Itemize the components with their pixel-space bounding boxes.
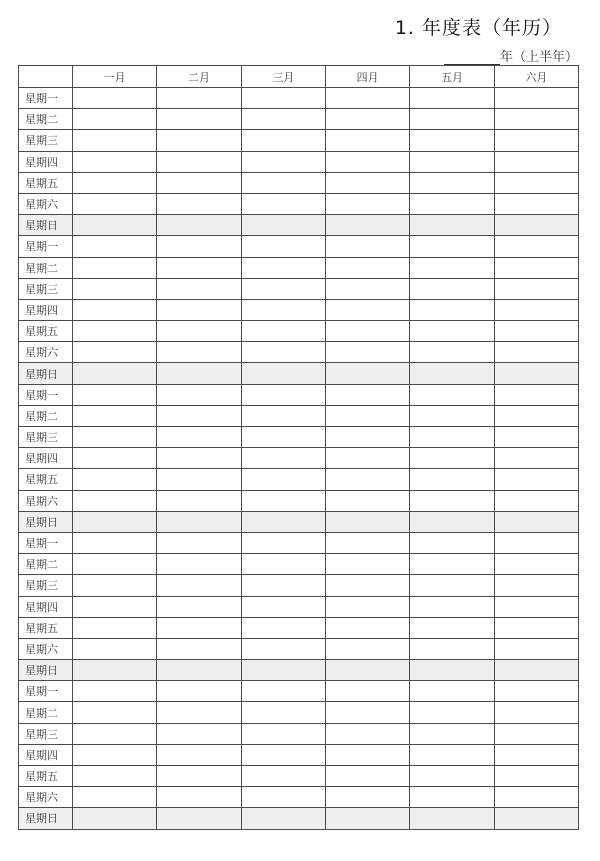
calendar-cell[interactable] [410,299,494,320]
calendar-cell[interactable] [157,278,241,299]
calendar-cell[interactable] [325,681,409,702]
calendar-cell[interactable] [325,151,409,172]
weekday-label: 星期日 [19,215,73,236]
month-header: 六月 [494,66,578,88]
calendar-cell[interactable] [73,808,157,829]
calendar-cell[interactable] [494,88,578,109]
calendar-cell[interactable] [494,681,578,702]
calendar-cell[interactable] [494,193,578,214]
weekday-label: 星期日 [19,808,73,829]
table-row [19,617,579,638]
calendar-cell[interactable] [494,130,578,151]
calendar-cell[interactable] [410,596,494,617]
table-row [19,554,579,575]
calendar-cell[interactable] [73,257,157,278]
calendar-cell[interactable] [73,278,157,299]
calendar-cell[interactable] [73,236,157,257]
table-row [19,278,579,299]
calendar-cell[interactable] [410,427,494,448]
calendar-cell[interactable] [73,321,157,342]
table-row [19,257,579,278]
calendar-cell[interactable] [157,427,241,448]
calendar-cell[interactable] [241,702,325,723]
calendar-cell[interactable] [241,511,325,532]
calendar-cell[interactable] [410,172,494,193]
table-row [19,532,579,553]
calendar-cell[interactable] [410,405,494,426]
calendar-cell[interactable] [157,257,241,278]
calendar-cell[interactable] [157,617,241,638]
calendar-cell[interactable] [241,575,325,596]
calendar-cell[interactable] [410,215,494,236]
month-header: 三月 [241,66,325,88]
month-header: 五月 [410,66,494,88]
calendar-cell[interactable] [241,744,325,765]
weekday-label: 星期五 [19,469,73,490]
calendar-cell[interactable] [241,638,325,659]
calendar-cell[interactable] [410,151,494,172]
weekday-label: 星期六 [19,490,73,511]
calendar-cell[interactable] [410,109,494,130]
calendar-cell[interactable] [157,236,241,257]
calendar-cell[interactable] [494,384,578,405]
table-row [19,469,579,490]
calendar-cell[interactable] [494,575,578,596]
calendar-cell[interactable] [157,109,241,130]
year-label: 年（上半年） [499,50,578,65]
calendar-cell[interactable] [241,766,325,787]
document-title: 1. 年度表（年历） [394,17,562,39]
table-row [19,363,579,384]
calendar-cell[interactable] [157,405,241,426]
table-row [19,215,579,236]
weekday-label: 星期五 [19,321,73,342]
calendar-cell[interactable] [325,215,409,236]
calendar-cell[interactable] [73,638,157,659]
calendar-cell[interactable] [241,427,325,448]
calendar-cell[interactable] [241,448,325,469]
calendar-cell[interactable] [241,88,325,109]
calendar-cell[interactable] [241,617,325,638]
table-row [19,321,579,342]
calendar-cell[interactable] [73,130,157,151]
calendar-cell[interactable] [325,363,409,384]
calendar-cell[interactable] [494,511,578,532]
calendar-cell[interactable] [73,427,157,448]
calendar-cell[interactable] [241,130,325,151]
calendar-cell[interactable] [325,257,409,278]
calendar-cell[interactable] [73,151,157,172]
calendar-cell[interactable] [157,787,241,808]
calendar-cell[interactable] [241,787,325,808]
header-row [19,66,579,88]
calendar-cell[interactable] [325,787,409,808]
calendar-cell[interactable] [73,744,157,765]
weekday-label: 星期三 [19,723,73,744]
weekday-label: 星期一 [19,88,73,109]
calendar-cell[interactable] [410,808,494,829]
weekday-label: 星期二 [19,702,73,723]
calendar-cell[interactable] [73,109,157,130]
calendar-cell[interactable] [241,363,325,384]
calendar-cell[interactable] [494,405,578,426]
calendar-cell[interactable] [325,532,409,553]
calendar-cell[interactable] [325,660,409,681]
calendar-cell[interactable] [325,723,409,744]
calendar-cell[interactable] [325,278,409,299]
table-row [19,766,579,787]
calendar-cell[interactable] [157,215,241,236]
calendar-cell[interactable] [494,808,578,829]
calendar-cell[interactable] [494,596,578,617]
calendar-cell[interactable] [157,596,241,617]
calendar-cell[interactable] [410,469,494,490]
weekday-label: 星期二 [19,405,73,426]
table-row [19,342,579,363]
calendar-cell[interactable] [73,787,157,808]
calendar-cell[interactable] [241,596,325,617]
weekday-label: 星期四 [19,151,73,172]
weekday-label: 星期二 [19,109,73,130]
calendar-cell[interactable] [157,638,241,659]
calendar-cell[interactable] [494,427,578,448]
calendar-cell[interactable] [494,236,578,257]
calendar-cell[interactable] [73,342,157,363]
calendar-cell[interactable] [157,681,241,702]
calendar-cell[interactable] [157,702,241,723]
calendar-cell[interactable] [494,321,578,342]
calendar-cell[interactable] [410,766,494,787]
table-row [19,638,579,659]
calendar-cell[interactable] [325,88,409,109]
calendar-cell[interactable] [410,236,494,257]
calendar-table [18,65,579,830]
calendar-cell[interactable] [410,575,494,596]
weekday-label: 星期五 [19,172,73,193]
calendar-cell[interactable] [494,744,578,765]
calendar-cell[interactable] [494,215,578,236]
year-field-line [444,46,578,65]
calendar-cell[interactable] [157,299,241,320]
calendar-cell[interactable] [410,130,494,151]
calendar-cell[interactable] [494,638,578,659]
weekday-label: 星期三 [19,427,73,448]
calendar-cell[interactable] [325,172,409,193]
calendar-cell[interactable] [241,278,325,299]
calendar-cell[interactable] [325,342,409,363]
calendar-cell[interactable] [73,617,157,638]
weekday-label: 星期四 [19,448,73,469]
calendar-cell[interactable] [241,384,325,405]
calendar-cell[interactable] [410,532,494,553]
weekday-label: 星期日 [19,660,73,681]
calendar-cell[interactable] [325,448,409,469]
calendar-cell[interactable] [494,554,578,575]
calendar-cell[interactable] [157,172,241,193]
calendar-cell[interactable] [157,554,241,575]
calendar-cell[interactable] [494,490,578,511]
calendar-cell[interactable] [241,490,325,511]
calendar-cell[interactable] [410,638,494,659]
calendar-cell[interactable] [494,766,578,787]
weekday-label: 星期六 [19,342,73,363]
calendar-cell[interactable] [241,723,325,744]
calendar-cell[interactable] [325,109,409,130]
table-row [19,109,579,130]
table-row [19,596,579,617]
calendar-cell[interactable] [410,193,494,214]
calendar-cell[interactable] [494,532,578,553]
calendar-cell[interactable] [73,448,157,469]
table-row [19,490,579,511]
weekday-label: 星期四 [19,596,73,617]
calendar-body [19,88,579,830]
weekday-label: 星期三 [19,130,73,151]
calendar-cell[interactable] [157,448,241,469]
calendar-cell[interactable] [157,469,241,490]
calendar-cell[interactable] [73,469,157,490]
month-header: 一月 [73,66,157,88]
calendar-cell[interactable] [73,702,157,723]
calendar-cell[interactable] [494,363,578,384]
calendar-cell[interactable] [325,575,409,596]
weekday-label: 星期三 [19,575,73,596]
calendar-cell[interactable] [325,490,409,511]
calendar-cell[interactable] [73,490,157,511]
weekday-label: 星期一 [19,681,73,702]
calendar-cell[interactable] [410,384,494,405]
calendar-cell[interactable] [73,215,157,236]
calendar-cell[interactable] [410,257,494,278]
calendar-cell[interactable] [494,342,578,363]
calendar-cell[interactable] [73,723,157,744]
calendar-cell[interactable] [157,130,241,151]
calendar-cell[interactable] [73,532,157,553]
calendar-cell[interactable] [410,617,494,638]
calendar-cell[interactable] [410,448,494,469]
calendar-cell[interactable] [325,744,409,765]
calendar-cell[interactable] [494,257,578,278]
calendar-cell[interactable] [410,88,494,109]
calendar-cell[interactable] [325,469,409,490]
calendar-cell[interactable] [73,193,157,214]
table-row [19,787,579,808]
calendar-cell[interactable] [241,172,325,193]
calendar-cell[interactable] [410,702,494,723]
calendar-cell[interactable] [325,236,409,257]
table-row [19,448,579,469]
calendar-cell[interactable] [410,660,494,681]
calendar-cell[interactable] [157,744,241,765]
table-row [19,384,579,405]
calendar-cell[interactable] [241,151,325,172]
table-row [19,299,579,320]
calendar-cell[interactable] [241,257,325,278]
calendar-cell[interactable] [494,723,578,744]
table-row [19,660,579,681]
calendar-cell[interactable] [494,617,578,638]
table-row [19,511,579,532]
calendar-cell[interactable] [73,511,157,532]
table-row [19,702,579,723]
calendar-cell[interactable] [410,278,494,299]
weekday-label: 星期一 [19,532,73,553]
calendar-cell[interactable] [325,702,409,723]
weekday-label: 星期日 [19,511,73,532]
calendar-cell[interactable] [73,575,157,596]
calendar-cell[interactable] [73,766,157,787]
calendar-cell[interactable] [241,660,325,681]
year-blank[interactable] [444,51,500,65]
calendar-cell[interactable] [494,109,578,130]
calendar-cell[interactable] [157,151,241,172]
table-row [19,172,579,193]
calendar-cell[interactable] [410,681,494,702]
calendar-cell[interactable] [410,321,494,342]
calendar-cell[interactable] [494,702,578,723]
calendar-cell[interactable] [494,299,578,320]
calendar-cell[interactable] [157,363,241,384]
calendar-cell[interactable] [410,787,494,808]
calendar-cell[interactable] [494,787,578,808]
weekday-label: 星期一 [19,236,73,257]
calendar-cell[interactable] [241,681,325,702]
calendar-cell[interactable] [325,596,409,617]
calendar-cell[interactable] [494,469,578,490]
calendar-cell[interactable] [325,766,409,787]
calendar-cell[interactable] [73,660,157,681]
table-row [19,151,579,172]
calendar-cell[interactable] [73,405,157,426]
calendar-cell[interactable] [157,193,241,214]
calendar-cell[interactable] [241,215,325,236]
calendar-cell[interactable] [157,575,241,596]
calendar-cell[interactable] [73,384,157,405]
calendar-cell[interactable] [241,342,325,363]
weekday-label: 星期日 [19,363,73,384]
calendar-cell[interactable] [494,448,578,469]
calendar-cell[interactable] [325,511,409,532]
table-row [19,681,579,702]
calendar-cell[interactable] [325,130,409,151]
calendar-cell[interactable] [410,490,494,511]
calendar-cell[interactable] [73,681,157,702]
calendar-cell[interactable] [241,321,325,342]
calendar-cell[interactable] [241,469,325,490]
calendar-cell[interactable] [410,744,494,765]
weekday-label: 星期四 [19,299,73,320]
calendar-cell[interactable] [325,299,409,320]
calendar-cell[interactable] [157,384,241,405]
calendar-cell[interactable] [325,554,409,575]
calendar-cell[interactable] [241,808,325,829]
calendar-cell[interactable] [494,151,578,172]
month-header: 四月 [325,66,409,88]
calendar-cell[interactable] [157,88,241,109]
calendar-cell[interactable] [157,723,241,744]
calendar-cell[interactable] [241,554,325,575]
table-row [19,744,579,765]
calendar-cell[interactable] [241,236,325,257]
calendar-cell[interactable] [157,808,241,829]
weekday-label: 星期六 [19,638,73,659]
calendar-cell[interactable] [241,405,325,426]
weekday-label: 星期二 [19,257,73,278]
calendar-cell[interactable] [73,363,157,384]
calendar-cell[interactable] [157,511,241,532]
weekday-label: 星期四 [19,744,73,765]
calendar-cell[interactable] [410,363,494,384]
weekday-label: 星期五 [19,617,73,638]
calendar-cell[interactable] [241,193,325,214]
calendar-cell[interactable] [325,193,409,214]
calendar-cell[interactable] [157,660,241,681]
calendar-cell[interactable] [410,342,494,363]
calendar-cell[interactable] [325,617,409,638]
calendar-cell[interactable] [241,299,325,320]
calendar-cell[interactable] [325,427,409,448]
weekday-label: 星期二 [19,554,73,575]
table-row [19,193,579,214]
calendar-cell[interactable] [73,554,157,575]
table-row [19,723,579,744]
calendar-cell[interactable] [157,490,241,511]
calendar-cell[interactable] [410,723,494,744]
calendar-cell[interactable] [494,172,578,193]
table-row [19,427,579,448]
weekday-label: 星期五 [19,766,73,787]
calendar-cell[interactable] [494,278,578,299]
corner-cell [19,66,73,88]
calendar-cell[interactable] [494,660,578,681]
calendar-cell[interactable] [73,88,157,109]
calendar-cell[interactable] [157,321,241,342]
calendar-cell[interactable] [325,321,409,342]
calendar-cell[interactable] [73,596,157,617]
calendar-cell[interactable] [241,109,325,130]
table-row [19,575,579,596]
table-row [19,808,579,829]
table-row [19,236,579,257]
weekday-label: 星期三 [19,278,73,299]
weekday-label: 星期六 [19,787,73,808]
calendar-cell[interactable] [325,638,409,659]
table-row [19,405,579,426]
calendar-cell[interactable] [241,532,325,553]
calendar-cell[interactable] [325,808,409,829]
table-row [19,130,579,151]
weekday-label: 星期一 [19,384,73,405]
calendar-cell[interactable] [410,554,494,575]
calendar-cell[interactable] [73,299,157,320]
calendar-cell[interactable] [325,384,409,405]
calendar-cell[interactable] [157,532,241,553]
calendar-cell[interactable] [325,405,409,426]
month-header: 二月 [157,66,241,88]
calendar-cell[interactable] [157,342,241,363]
calendar-cell[interactable] [157,766,241,787]
calendar-cell[interactable] [410,511,494,532]
calendar-cell[interactable] [73,172,157,193]
weekday-label: 星期六 [19,193,73,214]
table-row [19,88,579,109]
